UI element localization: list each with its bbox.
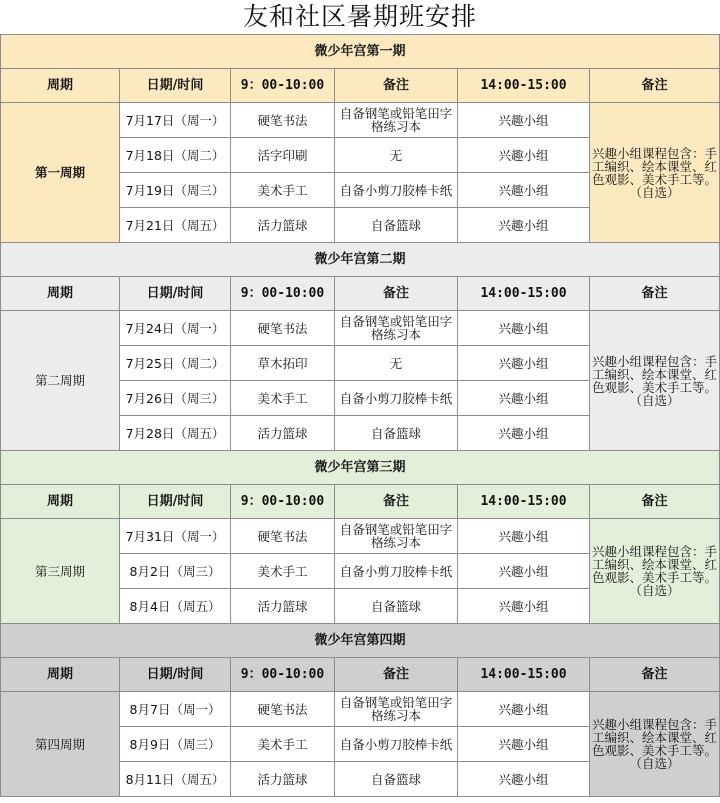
week-label: 第四周期 (1, 692, 120, 797)
week-label: 第二周期 (1, 311, 120, 451)
date-cell: 7月25日（周二） (120, 346, 231, 381)
am-class: 硬笔书法 (231, 519, 335, 554)
am-class: 活力篮球 (231, 762, 335, 797)
header-datetime: 日期/时间 (120, 277, 231, 311)
pm-class: 兴趣小组 (458, 103, 590, 138)
remark-cell: 兴趣小组课程包含：手工编织、绘本课堂、红色观影、美术手工等。（自选） (590, 311, 720, 451)
header-remark: 备注 (590, 277, 720, 311)
note-cell: 自备小剪刀胶棒卡纸 (335, 381, 458, 416)
pm-class: 兴趣小组 (458, 346, 590, 381)
week-label: 第一周期 (1, 103, 120, 243)
note-cell: 无 (335, 346, 458, 381)
pm-class: 兴趣小组 (458, 554, 590, 589)
header-remark: 备注 (590, 485, 720, 519)
header-pm-time: 14:00-15:00 (458, 277, 590, 311)
header-pm-time: 14:00-15:00 (458, 485, 590, 519)
am-class: 活字印刷 (231, 138, 335, 173)
pm-class: 兴趣小组 (458, 208, 590, 243)
date-cell: 8月2日（周三） (120, 554, 231, 589)
date-cell: 8月11日（周五） (120, 762, 231, 797)
date-cell: 8月9日（周三） (120, 727, 231, 762)
pm-class: 兴趣小组 (458, 381, 590, 416)
header-note: 备注 (335, 485, 458, 519)
date-cell: 7月18日（周二） (120, 138, 231, 173)
am-class: 美术手工 (231, 554, 335, 589)
note-cell: 自备钢笔或铅笔田字格练习本 (335, 311, 458, 346)
am-class: 硬笔书法 (231, 692, 335, 727)
date-cell: 7月17日（周一） (120, 103, 231, 138)
section-3 (1, 451, 720, 624)
section-4 (1, 624, 720, 797)
header-datetime: 日期/时间 (120, 69, 231, 103)
am-class: 活力篮球 (231, 416, 335, 451)
pm-class: 兴趣小组 (458, 138, 590, 173)
am-class: 活力篮球 (231, 208, 335, 243)
header-am-time: 9：00-10:00 (231, 277, 335, 311)
header-datetime: 日期/时间 (120, 485, 231, 519)
section-title: 微少年宫第三期 (1, 451, 720, 485)
am-class: 硬笔书法 (231, 103, 335, 138)
date-cell: 7月24日（周一） (120, 311, 231, 346)
header-am-time: 9：00-10:00 (231, 658, 335, 692)
header-remark: 备注 (590, 658, 720, 692)
date-cell: 8月4日（周五） (120, 589, 231, 624)
header-note: 备注 (335, 277, 458, 311)
page-title: 友和社区暑期班安排 (242, 2, 477, 31)
am-class: 美术手工 (231, 381, 335, 416)
date-cell: 7月26日（周三） (120, 381, 231, 416)
section-title: 微少年宫第一期 (1, 35, 720, 69)
note-cell: 自备钢笔或铅笔田字格练习本 (335, 692, 458, 727)
header-note: 备注 (335, 658, 458, 692)
remark-cell: 兴趣小组课程包含：手工编织、绘本课堂、红色观影、美术手工等。（自选） (590, 692, 720, 797)
header-period: 周期 (1, 485, 120, 519)
date-cell: 7月31日（周一） (120, 519, 231, 554)
date-cell: 7月19日（周三） (120, 173, 231, 208)
schedule-table (0, 34, 720, 797)
am-class: 活力篮球 (231, 589, 335, 624)
header-pm-time: 14:00-15:00 (458, 658, 590, 692)
week-label: 第三周期 (1, 519, 120, 624)
header-period: 周期 (1, 69, 120, 103)
remark-cell: 兴趣小组课程包含：手工编织、绘本课堂、红色观影、美术手工等。（自选） (590, 103, 720, 243)
note-cell: 自备小剪刀胶棒卡纸 (335, 173, 458, 208)
header-am-time: 9：00-10:00 (231, 69, 335, 103)
pm-class: 兴趣小组 (458, 589, 590, 624)
header-datetime: 日期/时间 (120, 658, 231, 692)
date-cell: 7月21日（周五） (120, 208, 231, 243)
am-class: 草木拓印 (231, 346, 335, 381)
pm-class: 兴趣小组 (458, 311, 590, 346)
pm-class: 兴趣小组 (458, 727, 590, 762)
section-2 (1, 243, 720, 451)
pm-class: 兴趣小组 (458, 173, 590, 208)
note-cell: 自备篮球 (335, 762, 458, 797)
note-cell: 自备小剪刀胶棒卡纸 (335, 727, 458, 762)
note-cell: 自备钢笔或铅笔田字格练习本 (335, 103, 458, 138)
am-class: 美术手工 (231, 173, 335, 208)
am-class: 美术手工 (231, 727, 335, 762)
pm-class: 兴趣小组 (458, 416, 590, 451)
note-cell: 自备篮球 (335, 416, 458, 451)
note-cell: 自备小剪刀胶棒卡纸 (335, 554, 458, 589)
note-cell: 自备篮球 (335, 589, 458, 624)
header-am-time: 9：00-10:00 (231, 485, 335, 519)
header-remark: 备注 (590, 69, 720, 103)
header-period: 周期 (1, 277, 120, 311)
section-1 (1, 35, 720, 243)
section-title: 微少年宫第四期 (1, 624, 720, 658)
header-pm-time: 14:00-15:00 (458, 69, 590, 103)
pm-class: 兴趣小组 (458, 762, 590, 797)
date-cell: 8月7日（周一） (120, 692, 231, 727)
pm-class: 兴趣小组 (458, 692, 590, 727)
am-class: 硬笔书法 (231, 311, 335, 346)
pm-class: 兴趣小组 (458, 519, 590, 554)
note-cell: 自备篮球 (335, 208, 458, 243)
header-note: 备注 (335, 69, 458, 103)
remark-cell: 兴趣小组课程包含：手工编织、绘本课堂、红色观影、美术手工等。（自选） (590, 519, 720, 624)
date-cell: 7月28日（周五） (120, 416, 231, 451)
header-period: 周期 (1, 658, 120, 692)
note-cell: 自备钢笔或铅笔田字格练习本 (335, 519, 458, 554)
section-title: 微少年宫第二期 (1, 243, 720, 277)
note-cell: 无 (335, 138, 458, 173)
